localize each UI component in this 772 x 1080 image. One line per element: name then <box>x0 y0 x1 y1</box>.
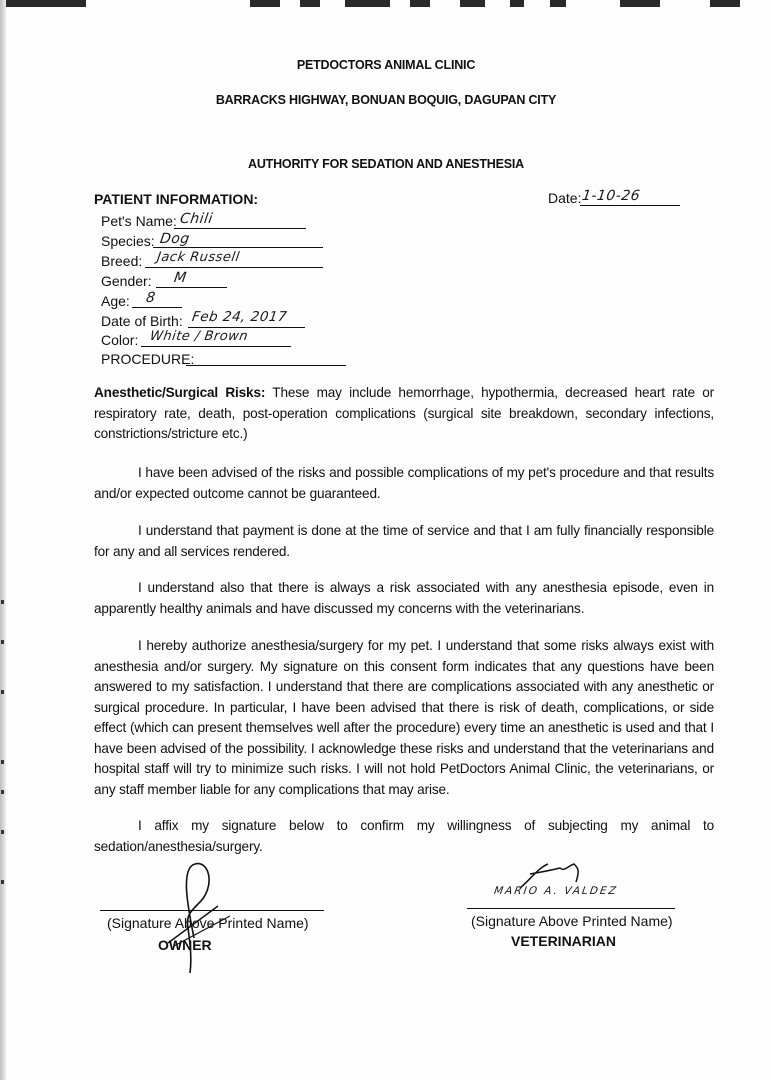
species-value[interactable]: Dog <box>158 231 191 247</box>
date-of-birth-value[interactable]: Feb 24, 2017 <box>190 309 289 325</box>
age-label: Age: <box>101 293 130 309</box>
scan-edge-top <box>0 0 772 8</box>
gender-label: Gender: <box>101 273 152 289</box>
veterinarian-printed-name: MARIO A. VALDEZ <box>493 885 619 897</box>
color-label: Color: <box>101 332 139 348</box>
risks-paragraph <box>94 383 714 445</box>
gender-line <box>156 287 227 288</box>
color-line <box>141 346 291 347</box>
patient-info-heading: PATIENT INFORMATION: <box>94 191 259 207</box>
date-label: Date: <box>548 190 582 206</box>
owner-signature-line[interactable] <box>100 910 324 911</box>
advised-paragraph: I have been advised of the risks and possible complications of my pet's procedure and that results and/or expected outcome cannot be guaranteed. <box>94 465 714 501</box>
veterinarian-signature-caption: (Signature Above Printed Name) <box>471 913 673 929</box>
authorization-paragraph: I hereby authorize anesthesia/surgery for my pet. I understand that some risks always exist with anesthesia and/or surgery. My signature on this consent form indicates that any questions have been answered to my satisfaction. I understand that there are complications associated with any anesthetic or surgical procedure. In particular, I have been advised that there is risk of death, complications, or side effect (which can present themselves well after the procedure) every time an anesthetic is used and that I have been advised of the possibility. I acknowledge these risks and understand that the veterinarians and hospital staff will try to minimize such risks. I will not hold PetDoctors Animal Clinic, the veterinarians, or any staff member liable for any complications that may arise. <box>94 638 714 797</box>
procedure-label: PROCEDURE: <box>101 351 195 367</box>
species-line <box>153 247 323 248</box>
species-label: Species: <box>101 233 155 249</box>
risks-label: Anesthetic/Surgical Risks: <box>94 385 266 400</box>
date-of-birth-line <box>188 327 305 328</box>
gender-value[interactable]: M <box>172 270 188 286</box>
payment-paragraph: I understand that payment is done at the time of service and that I am fully financially responsible for any and all services rendered. <box>94 523 714 559</box>
date-value[interactable]: 1-10-26 <box>580 188 642 204</box>
affix-signature-paragraph: I affix my signature below to confirm my willingness of subjecting my animal to sedation/anesthesia/surgery. <box>94 818 714 854</box>
owner-role-label: OWNER <box>158 937 212 953</box>
clinic-name: PETDOCTORS ANIMAL CLINIC <box>296 58 476 72</box>
date-of-birth-label: Date of Birth: <box>101 313 183 329</box>
clinic-address: BARRACKS HIGHWAY, BONUAN BOQUIG, DAGUPAN CITY <box>215 93 557 107</box>
breed-label: Breed: <box>101 253 143 269</box>
veterinarian-role-label: VETERINARIAN <box>511 933 617 949</box>
pets-name-line <box>174 228 306 229</box>
owner-signature-caption: (Signature Above Printed Name) <box>107 915 309 931</box>
age-value[interactable]: 8 <box>144 290 157 306</box>
form-title: AUTHORITY FOR SEDATION AND ANESTHESIA <box>248 157 524 171</box>
breed-line <box>145 267 323 268</box>
risks-text: These may include hemorrhage, hypothermia, decreased heart rate or respiratory rate, death, post-operation complications (surgical site breakdown, secondary infections, constrictions/stricture etc.) <box>94 385 714 441</box>
age-line <box>132 307 182 308</box>
pets-name-value[interactable]: Chili <box>178 211 214 227</box>
procedure-line[interactable] <box>186 365 346 366</box>
pets-name-label: Pet's Name: <box>101 213 177 229</box>
breed-value[interactable]: Jack Russell <box>155 250 241 265</box>
anesthesia-risk-paragraph: I understand also that there is always a risk associated with any anesthesia episode, even in apparently healthy animals and have discussed my concerns with the veterinarians. <box>94 580 714 616</box>
date-line <box>580 205 680 206</box>
color-value[interactable]: White / Brown <box>148 329 250 344</box>
veterinarian-signature-line[interactable] <box>467 908 675 909</box>
